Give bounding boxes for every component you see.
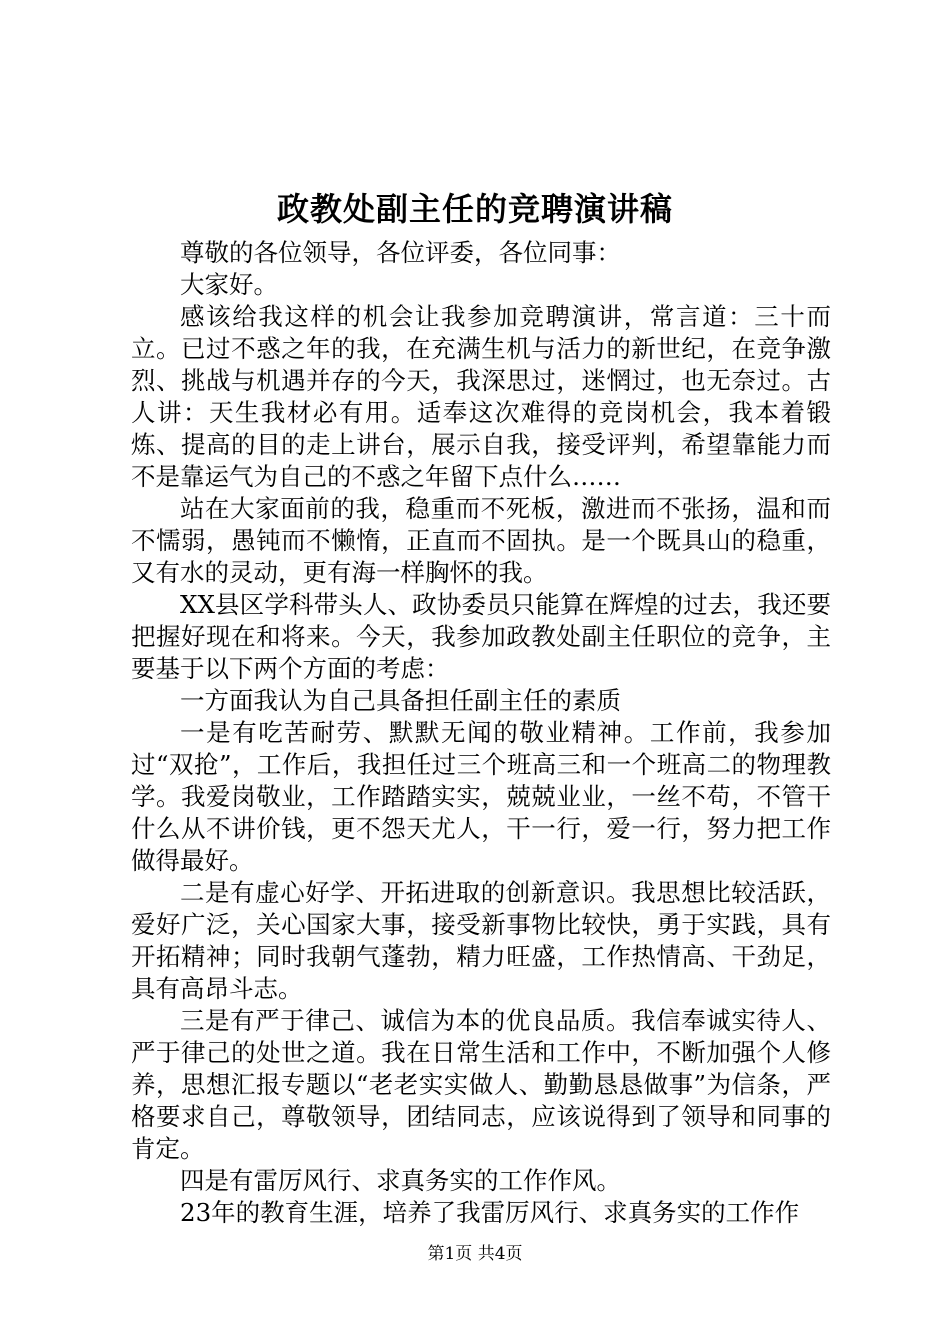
document-title: 政教处副主任的竞聘演讲稿 bbox=[276, 190, 673, 228]
paragraph-self-description: 站在大家面前的我，稳重而不死板，激进而不张扬，温和而不懦弱，愚钝而不懒惰，正直而不固执。是一个既具山的稳重，又有水的灵动，更有海一样胸怀的我。 bbox=[131, 494, 831, 587]
paragraph-career: 23年的教育生涯，培养了我雷厉风行、求真务实的工作作 bbox=[180, 1198, 800, 1227]
paragraph-quality-one: 一是有吃苦耐劳、默默无闻的敬业精神。工作前，我参加过“双抢”，工作后，我担任过三个班高三和一个班高二的物理教学。我爱岗敬业，工作踏踏实实，兢兢业业，一丝不苟，不管干什么从不讲价钱，更不怨天尤人，干一行，爱一行，努力把工作做得最好。 bbox=[131, 718, 831, 875]
paragraph-qualities-heading: 一方面我认为自己具备担任副主任的素质 bbox=[180, 686, 621, 715]
document-body bbox=[131, 237, 831, 1229]
paragraph-intro: 感该给我这样的机会让我参加竞聘演讲，常言道：三十而立。已过不惑之年的我，在充满生机与活力的新世纪，在竞争激烈、挑战与机遇并存的今天，我深思过，迷惘过，也无奈过。古人讲：天生我材必有用。适奉这次难得的竞岗机会，我本着锻炼、提高的目的走上讲台，展示自我，接受评判，希望靠能力而不是靠运气为自己的不惑之年留下点什么…… bbox=[131, 302, 831, 491]
paragraph-quality-two: 二是有虚心好学、开拓进取的创新意识。我思想比较活跃，爱好广泛，关心国家大事，接受新事物比较快，勇于实践，具有开拓精神；同时我朝气蓬勃，精力旺盛，工作热情高、干劲足，具有高昂斗志。 bbox=[131, 878, 831, 1003]
paragraph-salutation: 尊敬的各位领导，各位评委，各位同事： bbox=[180, 238, 621, 267]
page-number-footer: 第1页 共4页 bbox=[427, 1244, 523, 1264]
paragraph-quality-three: 三是有严于律己、诚信为本的优良品质。我信奉诚实待人、严于律己的处世之道。我在日常生活和工作中，不断加强个人修养，思想汇报专题以“老老实实做人、勤勤恳恳做事”为信条，严格要求自己，尊敬领导，团结同志，应该说得到了领导和同事的肯定。 bbox=[131, 1006, 831, 1163]
paragraph-reasons: XX县区学科带头人、政协委员只能算在辉煌的过去，我还要把握好现在和将来。今天，我参加政教处副主任职位的竞争，主要基于以下两个方面的考虑： bbox=[131, 590, 831, 683]
paragraph-greeting: 大家好。 bbox=[180, 270, 278, 299]
paragraph-quality-four: 四是有雷厉风行、求真务实的工作作风。 bbox=[180, 1166, 621, 1195]
